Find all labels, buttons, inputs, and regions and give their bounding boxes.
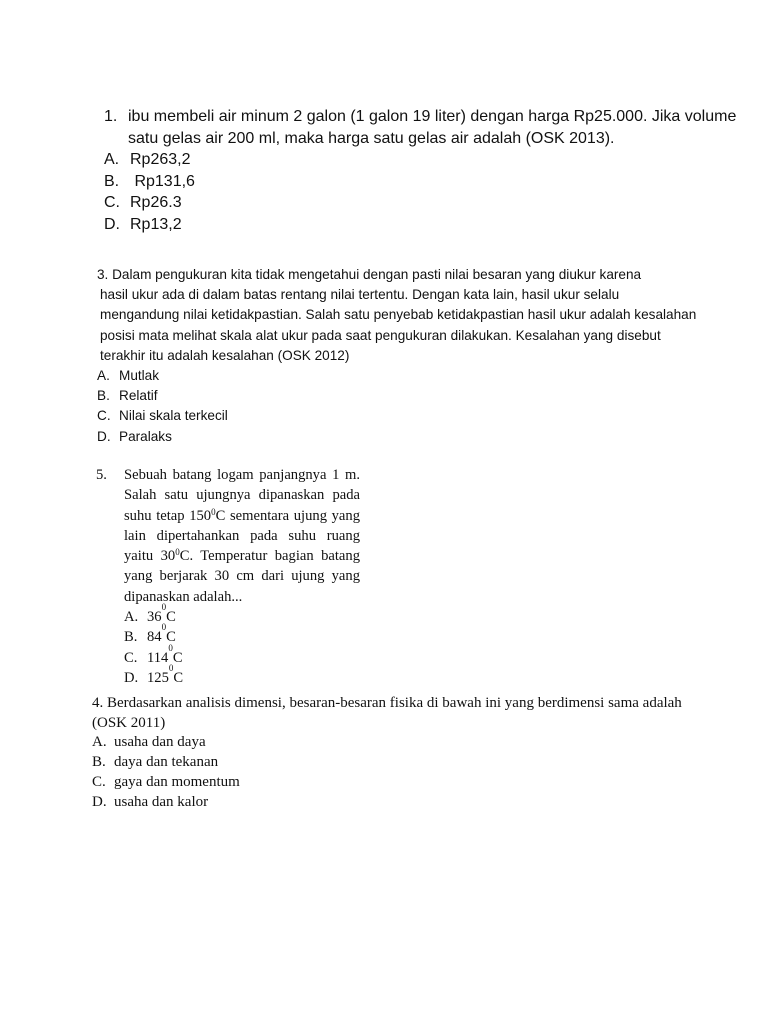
option-letter: D. bbox=[124, 669, 139, 686]
question-5-text-part-3: C. Temperatur bagian batang yang berjarak 30 cm dari ujung yang dipanaskan adalah... bbox=[124, 548, 360, 605]
question-4-option-c bbox=[92, 773, 712, 793]
option-value: 125 bbox=[147, 669, 169, 686]
question-3 bbox=[97, 265, 697, 447]
question-1-stem bbox=[104, 106, 744, 149]
option-letter: D. bbox=[97, 428, 111, 444]
question-1-option-a bbox=[104, 149, 744, 171]
question-1-option-b bbox=[104, 171, 744, 193]
option-letter: A. bbox=[104, 151, 120, 168]
option-letter: A. bbox=[97, 368, 110, 384]
question-5-text-part-2: C sementara ujung yang lain dipertahankan pada suhu ruang yaitu 30 bbox=[124, 507, 360, 565]
option-letter: C. bbox=[104, 194, 120, 211]
question-5-text-part-1: Sebuah batang logam panjangnya 1 m. Salah satu ujungnya dipanaskan pada suhu tetap 150 bbox=[124, 467, 360, 524]
option-letter: A. bbox=[124, 609, 139, 626]
question-1-number: 1. bbox=[104, 108, 118, 125]
option-text: daya dan tekanan bbox=[114, 754, 219, 771]
question-3-option-a bbox=[97, 366, 697, 386]
option-unit: C bbox=[172, 649, 183, 666]
question-5-number: 5. bbox=[96, 467, 107, 483]
degree-superscript: 0 bbox=[168, 662, 174, 673]
question-1 bbox=[104, 106, 744, 235]
option-unit: C bbox=[166, 609, 176, 626]
option-letter: D. bbox=[104, 215, 120, 233]
question-4-option-a bbox=[92, 733, 712, 753]
question-3-option-b bbox=[97, 386, 697, 406]
option-text: usaha dan daya bbox=[114, 734, 206, 751]
option-letter: B. bbox=[104, 172, 120, 190]
option-letter: C. bbox=[92, 773, 106, 790]
option-text: Rp263,2 bbox=[130, 151, 191, 168]
degree-superscript: 0 bbox=[175, 547, 180, 558]
degree-superscript: 0 bbox=[211, 506, 216, 517]
option-letter: C. bbox=[97, 408, 111, 424]
question-5-stem bbox=[96, 465, 360, 607]
option-text: Relatif bbox=[119, 388, 158, 404]
question-5-text bbox=[124, 465, 360, 607]
question-5 bbox=[96, 465, 360, 688]
question-4-text: 4. Berdasarkan analisis dimensi, besaran-besaran fisika di bawah ini yang berdimensi sama adalah (OSK 2011) bbox=[92, 695, 682, 731]
option-text: Paralaks bbox=[119, 428, 172, 444]
question-5-option-a bbox=[96, 602, 360, 627]
option-text: Rp131,6 bbox=[130, 172, 195, 190]
option-text: Mutlak bbox=[119, 368, 160, 384]
option-value: 84 bbox=[147, 629, 162, 646]
option-value: 36 bbox=[147, 609, 162, 626]
option-value: 114 bbox=[147, 649, 169, 666]
question-5-option-c bbox=[96, 642, 360, 668]
question-5-option-b bbox=[96, 622, 360, 647]
question-4 bbox=[92, 694, 712, 812]
option-text: usaha dan kalor bbox=[114, 793, 209, 810]
question-3-option-d bbox=[97, 427, 697, 447]
option-text: Rp13,2 bbox=[130, 215, 182, 233]
option-letter: A. bbox=[92, 734, 107, 751]
option-text: gaya dan momentum bbox=[114, 773, 240, 790]
question-1-option-c bbox=[104, 192, 744, 214]
question-1-text: ibu membeli air minum 2 galon (1 galon 19 liter) dengan harga Rp25.000. Jika volume satu gelas air 200 ml, maka harga satu gelas air adalah (OSK 2013). bbox=[128, 108, 737, 147]
question-5-option-d bbox=[96, 662, 360, 688]
question-4-option-b bbox=[92, 753, 712, 773]
degree-superscript: 0 bbox=[161, 602, 167, 613]
option-text: Nilai skala terkecil bbox=[119, 408, 228, 424]
question-3-option-c bbox=[97, 406, 697, 426]
question-3-stem bbox=[97, 265, 697, 366]
question-4-option-d bbox=[92, 793, 712, 813]
option-text: Rp26.3 bbox=[130, 194, 182, 211]
question-3-first-line: 3. Dalam pengukuran kita tidak mengetahui dengan pasti nilai besaran yang diukur karena bbox=[97, 267, 642, 282]
option-letter: B. bbox=[92, 754, 106, 771]
option-unit: C bbox=[166, 629, 176, 646]
degree-superscript: 0 bbox=[161, 622, 167, 633]
option-letter: B. bbox=[97, 388, 110, 404]
degree-superscript: 0 bbox=[168, 642, 173, 653]
option-letter: D. bbox=[92, 793, 107, 810]
question-3-text: hasil ukur ada di dalam batas rentang nilai tertentu. Dengan kata lain, hasil ukur selalu mengandung nilai ketidakpastian. Salah satu penyebab ketidakpastian hasil ukur adalah kesalahan posisi mata melihat skala alat ukur pada saat pengukuran dilakukan. Kesalahan yang disebut terakhir itu adalah kesalahan (OSK 2012) bbox=[100, 287, 697, 363]
option-unit: C bbox=[173, 669, 184, 686]
question-1-option-d bbox=[104, 214, 744, 236]
option-letter: C. bbox=[124, 649, 138, 666]
option-letter: B. bbox=[124, 629, 138, 646]
